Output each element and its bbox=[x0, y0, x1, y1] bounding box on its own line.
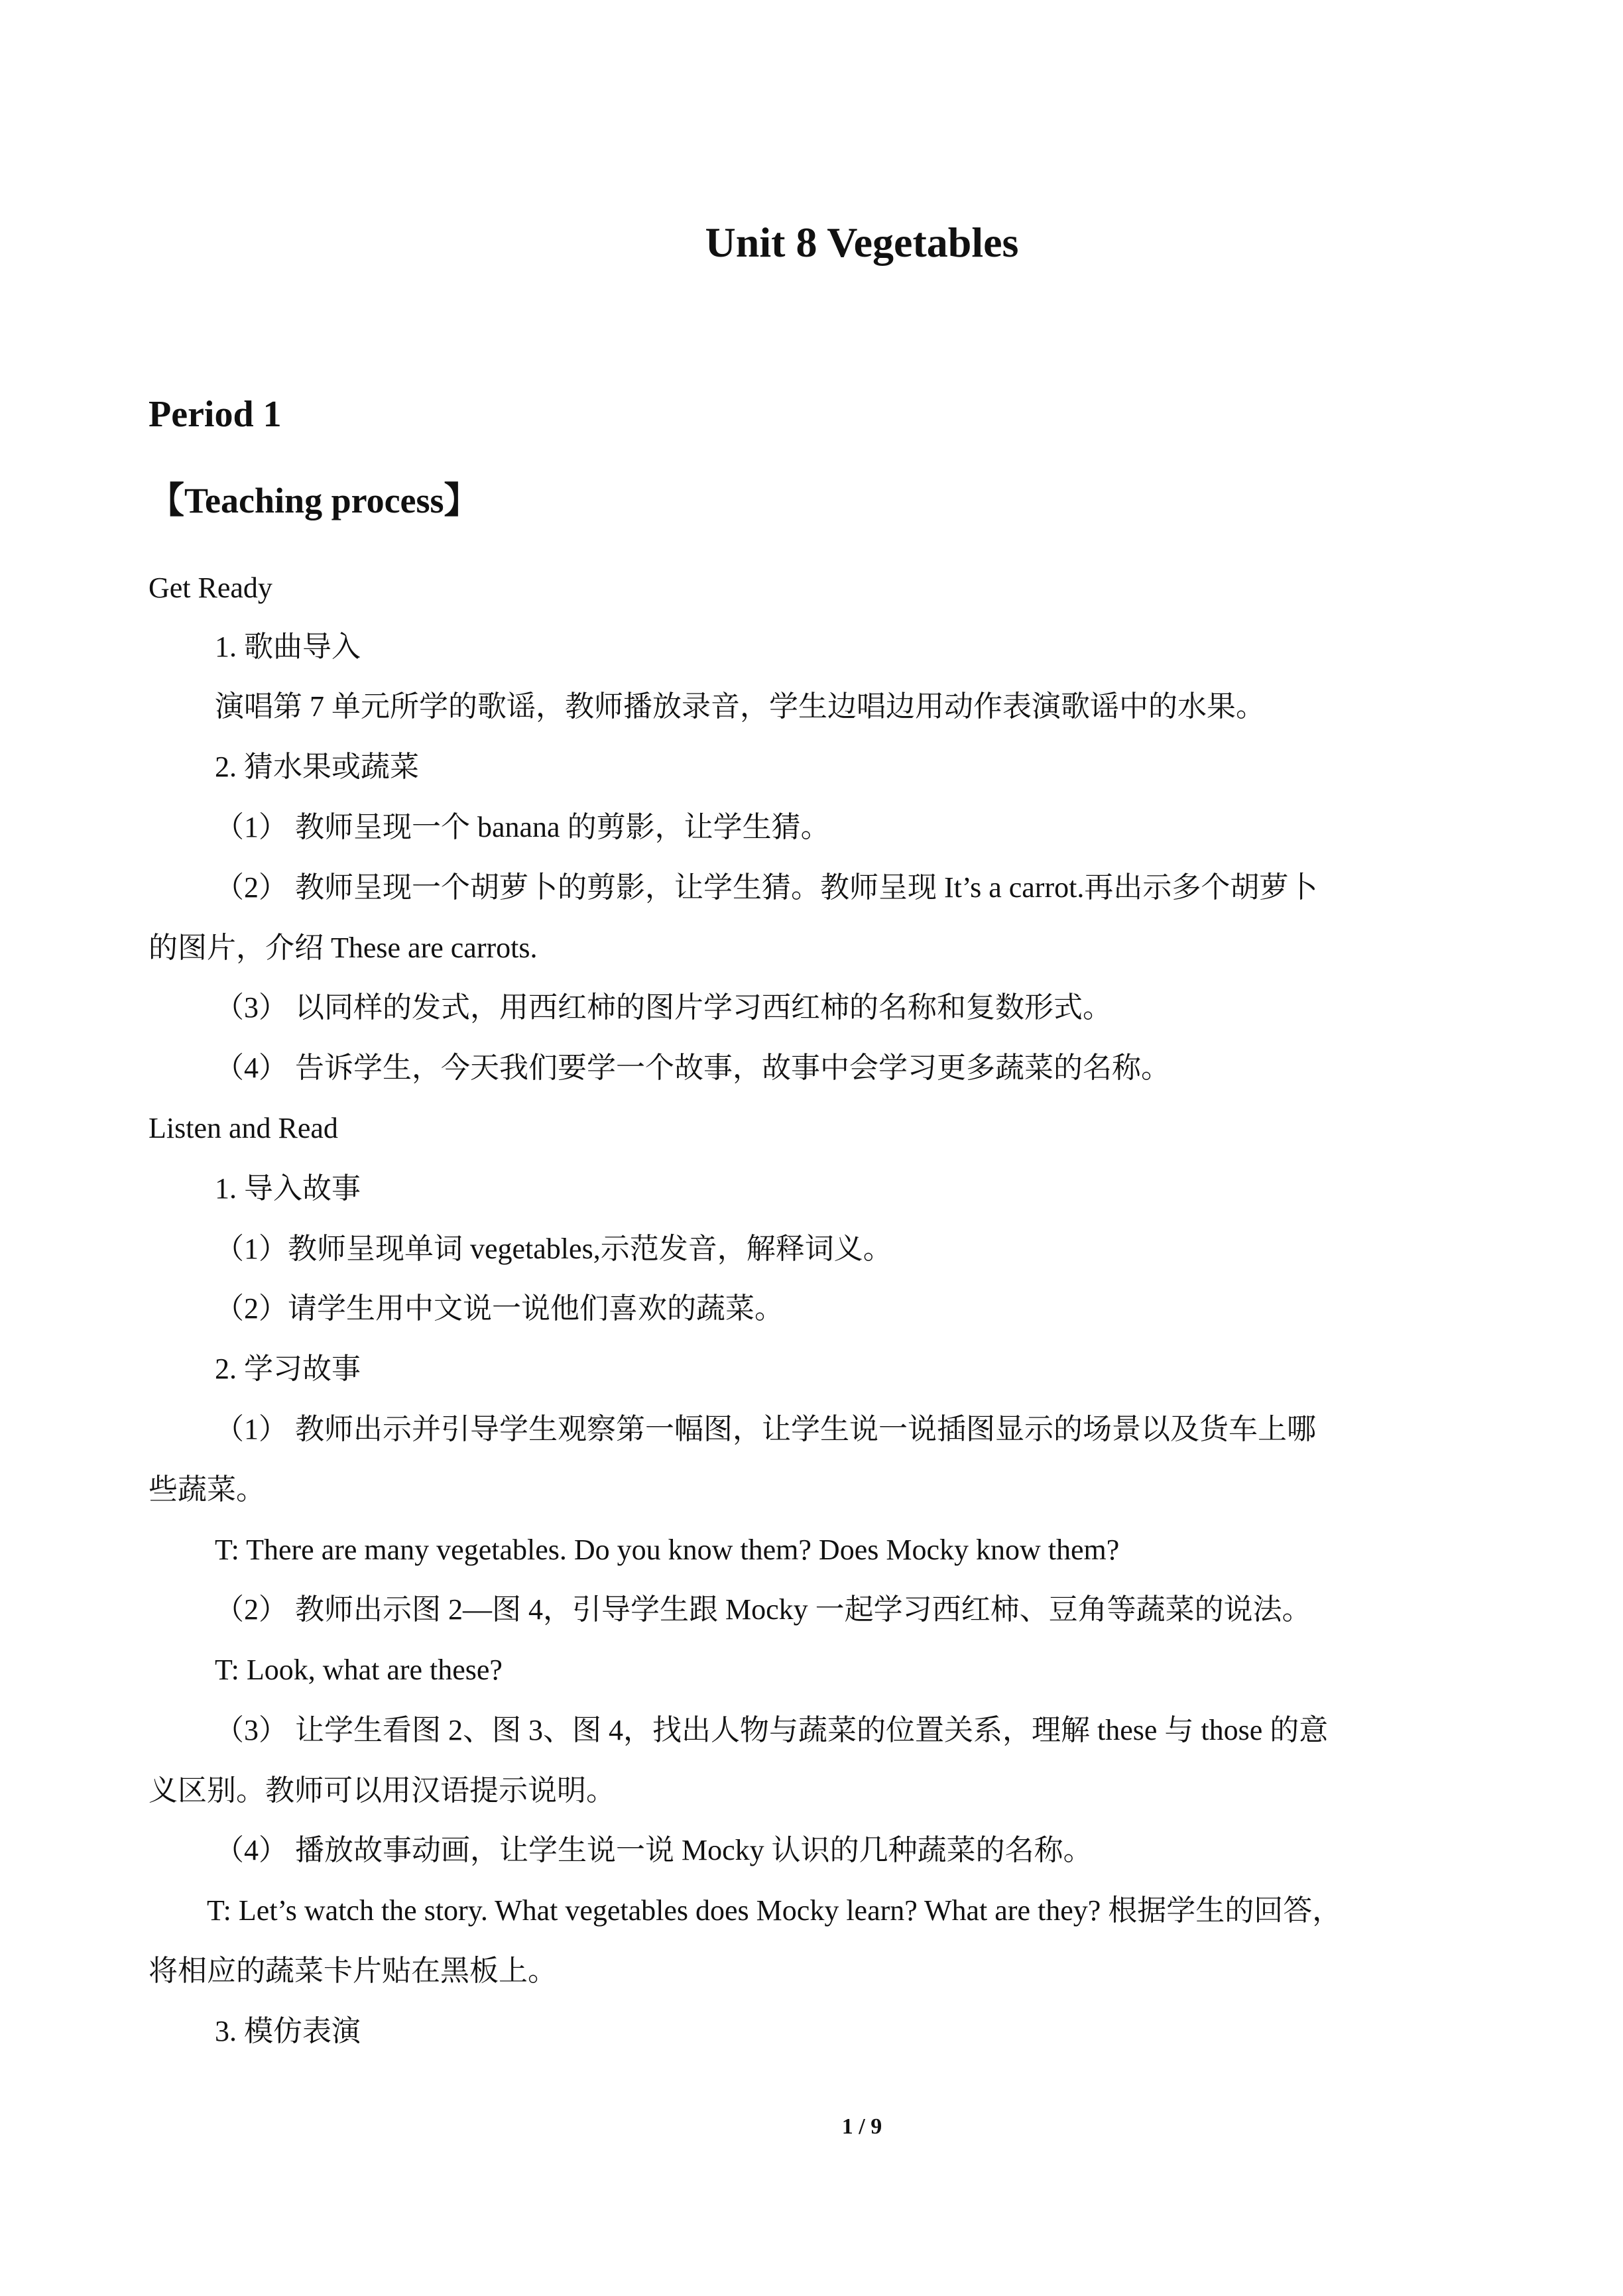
paragraph-line: 的图片，介绍 These are carrots. bbox=[149, 932, 538, 964]
paragraph-line: T: Look, what are these? bbox=[215, 1654, 503, 1686]
subsection-get-ready: Get Ready bbox=[149, 572, 272, 604]
paragraph-line: 将相应的蔬菜卡片贴在黑板上。 bbox=[149, 1955, 557, 1987]
step-imitation: 3. 模仿表演 bbox=[215, 2015, 361, 2047]
step-story-learning: 2. 学习故事 bbox=[215, 1353, 361, 1385]
period-heading: Period 1 bbox=[149, 394, 282, 435]
paragraph-line: （4） 告诉学生，今天我们要学一个故事，故事中会学习更多蔬菜的名称。 bbox=[215, 1052, 1170, 1084]
paragraph-line: （4） 播放故事动画，让学生说一说 Mocky 认识的几种蔬菜的名称。 bbox=[215, 1834, 1093, 1866]
paragraph-line: T: Let’s watch the story. What vegetables does Mocky learn? What are they? 根据学生的回答， bbox=[207, 1894, 1342, 1927]
step-guess: 2. 猜水果或蔬菜 bbox=[215, 751, 419, 783]
paragraph-line: （2） 教师呈现一个胡萝卜的剪影，让学生猜。教师呈现 It’s a carrot.再出示多个胡萝卜 bbox=[215, 871, 1318, 904]
paragraph-line: （1）教师呈现单词 vegetables,示范发音，解释词义。 bbox=[215, 1233, 892, 1265]
section-heading: 【Teaching process】 bbox=[149, 481, 480, 520]
paragraph-line: （3） 以同样的发式，用西红柿的图片学习西红柿的名称和复数形式。 bbox=[215, 991, 1112, 1024]
paragraph-line: （1） 教师呈现一个 banana 的剪影，让学生猜。 bbox=[215, 811, 830, 843]
subsection-listen-read: Listen and Read bbox=[149, 1112, 338, 1144]
paragraph-line: 些蔬菜。 bbox=[149, 1473, 265, 1506]
paragraph-line: （2） 教师出示图 2—图 4，引导学生跟 Mocky 一起学习西红柿、豆角等蔬菜的说法。 bbox=[215, 1593, 1311, 1626]
page-number: 1 / 9 bbox=[841, 2114, 882, 2139]
document-title: Unit 8 Vegetables bbox=[705, 219, 1019, 266]
paragraph-line: 演唱第 7 单元所学的歌谣，教师播放录音，学生边唱边用动作表演歌谣中的水果。 bbox=[215, 690, 1265, 723]
paragraph-line: （2）请学生用中文说一说他们喜欢的蔬菜。 bbox=[215, 1292, 784, 1325]
paragraph-line: T: There are many vegetables. Do you know them? Does Mocky know them? bbox=[215, 1534, 1120, 1566]
paragraph-line: （1） 教师出示并引导学生观察第一幅图，让学生说一说插图显示的场景以及货车上哪 bbox=[215, 1413, 1316, 1445]
paragraph-line: 义区别。教师可以用汉语提示说明。 bbox=[149, 1774, 615, 1807]
step-song-intro: 1. 歌曲导入 bbox=[215, 631, 361, 663]
paragraph-line: （3） 让学生看图 2、图 3、图 4，找出人物与蔬菜的位置关系，理解 these 与 those 的意 bbox=[215, 1714, 1329, 1746]
step-story-intro: 1. 导入故事 bbox=[215, 1172, 361, 1205]
